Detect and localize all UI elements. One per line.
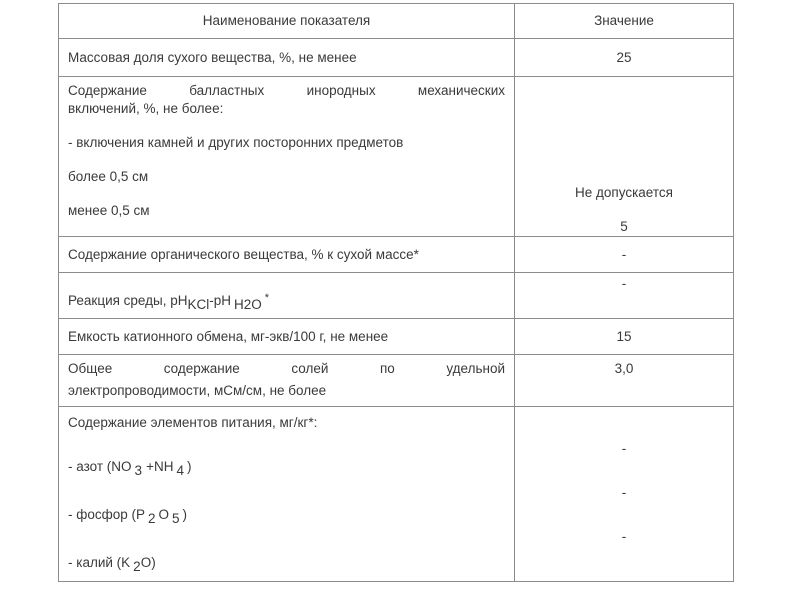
row-label: Содержание балластных инородных механических: [68, 83, 505, 98]
header-name: Наименование показателя: [59, 4, 515, 39]
ballast-cell: [59, 77, 515, 237]
row-label: Общее содержание солей по удельной: [68, 361, 505, 376]
row-value: 3,0: [515, 355, 734, 407]
text: O: [158, 507, 170, 522]
ballast-values: [515, 77, 734, 237]
text: ): [182, 507, 188, 522]
table-row: [59, 77, 734, 237]
row-label: более 0,5 см: [68, 169, 149, 184]
row-value: -: [621, 485, 627, 500]
table-row: [59, 355, 734, 407]
row-value: -: [515, 273, 734, 319]
text: - азот (NO: [68, 459, 132, 474]
table-row: [59, 407, 734, 582]
text: +NH: [146, 459, 174, 474]
text: - фосфор (P: [68, 507, 145, 522]
text: - калий (K: [68, 555, 131, 570]
subscript: 5: [172, 511, 180, 526]
reaction-cell: [59, 273, 515, 319]
table-row: [59, 319, 734, 355]
indicators-table: [58, 3, 734, 582]
subscript: 2: [148, 511, 156, 526]
header-value: Значение: [515, 4, 734, 39]
row-value: -: [515, 237, 734, 273]
nitrogen-label: [68, 458, 505, 480]
subscript: H2O: [234, 297, 262, 312]
table-header-row: [59, 4, 734, 39]
nutrients-cell: [59, 407, 515, 582]
footnote-mark: *: [264, 292, 270, 304]
row-label: Массовая доля сухого вещества, %, не менее: [59, 39, 515, 77]
row-label: электропроводимости, мСм/см, не более: [68, 383, 327, 398]
potassium-label: [68, 554, 505, 576]
row-label: менее 0,5 см: [68, 203, 150, 218]
table-row: [59, 39, 734, 77]
subscript: 3: [134, 463, 143, 478]
row-value: -: [621, 529, 627, 544]
row-value: 15: [515, 319, 734, 355]
row-label: Содержание элементов питания, мг/кг*:: [68, 415, 318, 430]
text: ): [186, 459, 192, 474]
row-value: -: [621, 441, 627, 456]
subscript: 2: [133, 559, 141, 574]
subscript: KCl: [187, 297, 210, 312]
phosphorus-label: [68, 506, 505, 528]
table-row: [59, 273, 734, 319]
nutrients-values: [515, 407, 734, 582]
row-value: 25: [515, 39, 734, 77]
table-row: [59, 237, 734, 273]
row-label: - включения камней и других посторонних предметов: [68, 135, 404, 150]
row-label: Содержание органического вещества, % к сухой массе*: [59, 237, 515, 273]
row-label: -рН: [209, 293, 232, 308]
row-value: 5: [620, 219, 628, 234]
text: O): [140, 555, 156, 570]
row-label: Реакция среды, рН: [68, 293, 188, 308]
row-label: включений, %, не более:: [68, 101, 224, 116]
subscript: 4: [176, 463, 184, 478]
salts-cell: [59, 355, 515, 407]
row-label: Емкость катионного обмена, мг-экв/100 г, не менее: [59, 319, 515, 355]
row-value: Не допускается: [575, 185, 673, 200]
